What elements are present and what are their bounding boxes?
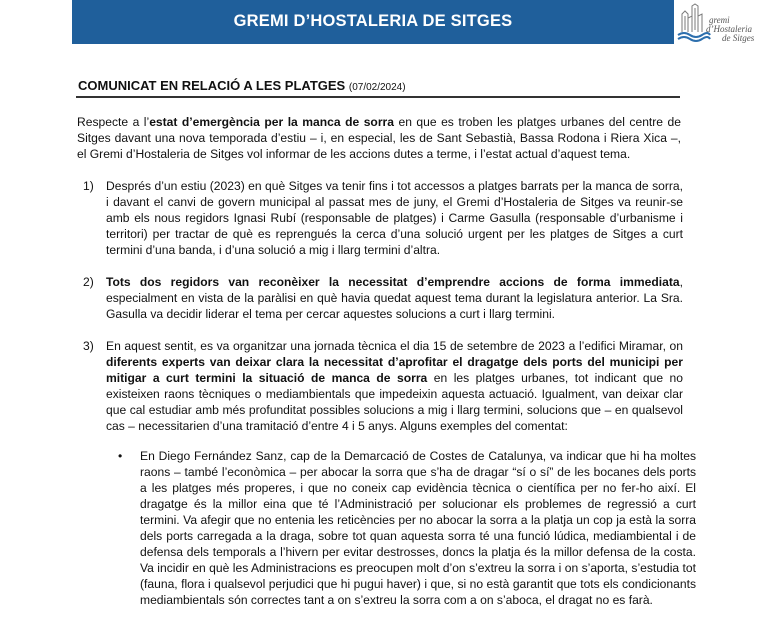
item-number: 3) xyxy=(83,339,94,353)
intro-paragraph: Respecte a l’estat d’emergència per la manca de sorra en que es troben les platges urbanes del centre de Sitges davant una nova temporada d’estiu – i, en especial, les de Sant Sebastià, Bassa Rodona i Riera Xica –, el Gremi d’Hostaleria de Sitges vol informar de les accions dutes a terme, i l’estat actual d’aquest tema. xyxy=(77,115,681,161)
document-heading xyxy=(78,78,678,93)
item-emphasis: Tots dos regidors van reconèixer la necessitat d’emprendre accions de forma immediata xyxy=(106,275,680,289)
item-text: Tots dos regidors van reconèixer la necessitat d’emprendre accions de forma immediata, especialment en vista de la paràlisi en què havia quedat aquest tema durant la legislatura anterior. La Sra. Gasulla va decidir liderar el tema per cercar aquestes solucions a curt i llarg termini. xyxy=(106,275,683,321)
heading-title: COMUNICAT EN RELACIÓ A LES PLATGES xyxy=(78,78,346,93)
header-banner xyxy=(72,0,674,44)
logo-text-sitges: de Sitges xyxy=(722,33,755,43)
intro-emphasis: estat d’emergència per la manca de sorra xyxy=(149,115,394,129)
heading-date: (07/02/2024) xyxy=(348,82,406,93)
logo-text-gremi: gremi xyxy=(709,15,730,25)
logo-text-hostaleria: d’Hostaleria xyxy=(706,24,752,34)
header-title: GREMI D’HOSTALERIA DE SITGES xyxy=(233,12,513,30)
bullet-icon: • xyxy=(118,449,123,463)
heading-underline xyxy=(76,96,680,98)
item-emphasis: diferents experts van deixar clara la necessitat d’aprofitar el dragatge dels ports del municipi per mitigar a curt termini la situació de manca de sorra xyxy=(106,355,683,385)
item-text: Després d’un estiu (2023) en què Sitges va tenir fins i tot accessos a platges barrats per la manca de sorra, i davant el canvi de govern municipal al passat mes de juny, el Gremi d’Hostaleria de Sitges va reunir-se amb els nous regidors Ignasi Rubí (responsable de platges) i Carme Gasulla (responsable d’urbanisme i territori) per tractar de què es reprengués la cerca d’una solució urgent per les platges de Sitges a curt termini d’una banda, i d’una solució a mig i llarg termini d’altra. xyxy=(106,179,683,257)
item-number: 1) xyxy=(83,179,94,193)
item-number: 2) xyxy=(83,275,94,289)
bullet-text: En Diego Fernández Sanz, cap de la Demarcació de Costes de Catalunya, va indicar que hi ha moltes raons – també l’econòmica – per abocar la sorra que s’ha de dragar “sí o sí” de les bocanes dels ports a les platges més properes, i que no coneix cap evidència tècnica o científica per no fer-ho així. El dragatge és la millor eina que té l’Administració per solucionar els problemes de regressió a curt termini. Va afegir que no entenia les reticències per no abocar la sorra a la platja un cop ja està la sorra dels ports carregada a la draga, sobre tot quan aquesta sorra té una funció lúdica, mediambiental i de defensa dels temporals a l’hivern per evitar destrosses, doncs la platja és la millor defensa de la costa. Va incidir en què les Administracions es preocupen molt d’on s’extreu la sorra i on s’aporta, s’estudia tot (fauna, flora i qualsevol perjudici que hi pugui haver) i que, si no està garantit que tots els condicionants mediambientals són correctes tant a on s’extreu la sorra com a on s’aboca, el dragat no es farà. xyxy=(140,449,696,607)
item-text: En aquest sentit, es va organitzar una jornada tècnica el dia 15 de setembre de 2023 a l’edifici Miramar, on diferents experts van deixar clara la necessitat d’aprofitar el dragatge dels ports del municipi per mitigar a curt termini la situació de manca de sorra en les platges urbanes, tot indicant que no existeixen raons tècniques o mediambientals que impedeixin aquesta actuació. Igualment, van deixar clar que cal estudiar amb més profunditat possibles solucions a mig i llarg termini, solucions que – en qualsevol cas – necessitarien d’una tramitació d’entre 4 i 5 anys. Alguns exemples del comentat: xyxy=(106,339,683,433)
gremi-logo xyxy=(676,2,756,50)
